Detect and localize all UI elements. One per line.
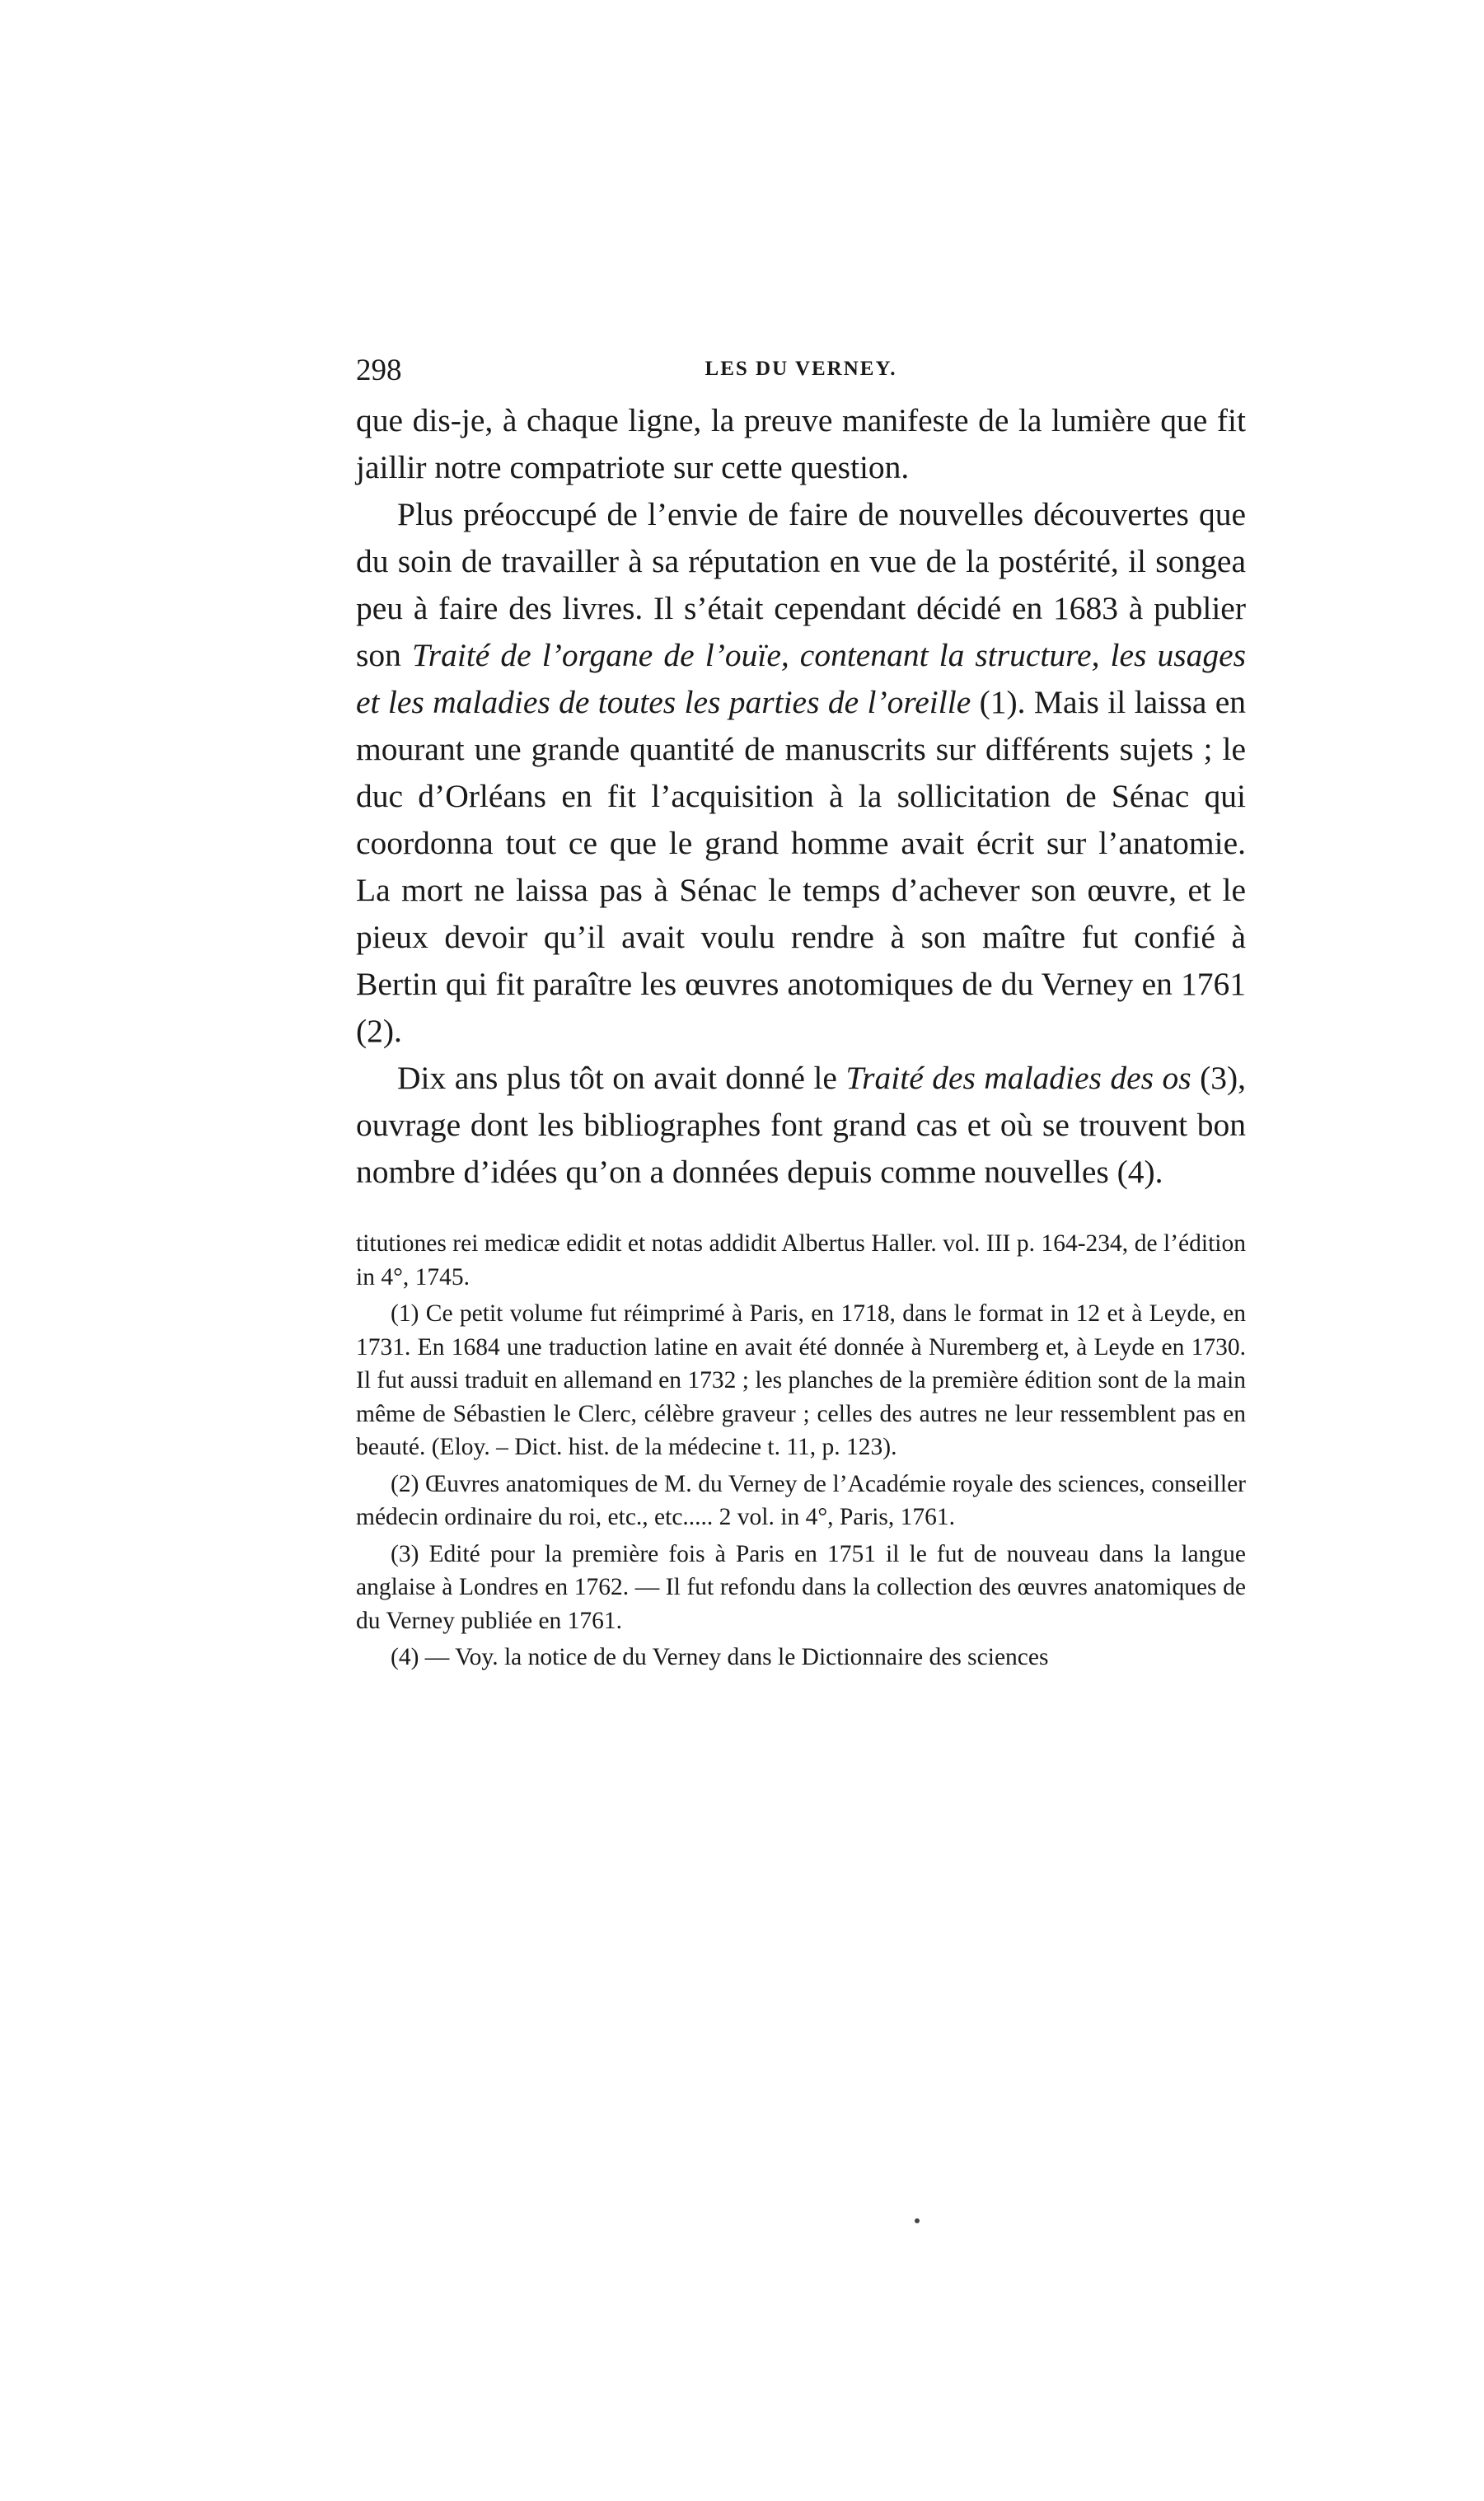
footnote-2: (2) Œuvres anatomiques de M. du Verney de l’Académie royale des sciences, conseiller médecin ordinaire du roi, etc., etc..... 2 vol. in 4°, Paris, 1761. xyxy=(356,1470,1246,1530)
paragraph-2-text-a: Plus préoccupé de l’envie de faire de nouvelles découvertes que du soin de travailler à sa réputation en vue de la postérité, il songea peu à faire des livres. Il s’était cependant décidé en 1683 à publier son xyxy=(356,496,1246,673)
footnote-continuation: titutiones rei medicæ edidit et notas addidit Albertus Haller. vol. III p. 164-234, de l’édition in 4°, 1745. xyxy=(356,1230,1246,1290)
paragraph-3-book-title: Traité des maladies des os xyxy=(845,1060,1191,1096)
footnotes xyxy=(356,1227,1246,1674)
running-title: LES DU VERNEY. xyxy=(705,358,897,380)
paragraph-3-text-b: (3), ouvrage dont les bibliographes font grand cas et où se trouvent bon nombre d’idées qu’on a données depuis comme nouvelles (4). xyxy=(356,1060,1247,1190)
paragraph-3-text-a: Dix ans plus tôt on avait donné le xyxy=(397,1060,846,1096)
footnote-4: (4) — Voy. la notice de du Verney dans le Dictionnaire des sciences xyxy=(391,1644,1049,1670)
book-page xyxy=(356,346,1246,1678)
paragraph-1-text: que dis-je, à chaque ligne, la preuve manifeste de la lumière que fit jaillir notre compatriote sur cette question. xyxy=(356,402,1246,485)
paragraph-1 xyxy=(356,397,1246,491)
paragraph-2-book-title: Traité de l’organe de l’ouïe, contenant la structure, les usages et les maladies de toutes les parties de l’oreille xyxy=(356,637,1246,720)
body-text xyxy=(356,397,1246,1196)
page-number: 298 xyxy=(356,354,402,387)
paper-speck xyxy=(915,2218,920,2223)
footnote-1: (1) Ce petit volume fut réimprimé à Paris, en 1718, dans le format in 12 et à Leyde, en 1731. En 1684 une traduction latine en avait été donnée à Nuremberg et, à Leyde en 1730. Il fut aussi traduit en allemand en 1732 ; les planches de la première édition sont de la main même de Sébastien le Clerc, célèbre graveur ; celles des autres ne leur ressemblent pas en beauté. (Eloy. – Dict. hist. de la médecine t. 11, p. 123). xyxy=(356,1300,1246,1460)
running-head xyxy=(356,346,1246,397)
paragraph-3 xyxy=(356,1055,1246,1196)
paragraph-2 xyxy=(356,491,1246,1055)
paragraph-2-text-b: (1). Mais il laissa en mourant une grande quantité de manuscrits sur différents sujets ; le duc d’Orléans en fit l’acquisition à la sollicitation de Sénac qui coordonna tout ce que le grand homme avait écrit sur l’anatomie. La mort ne laissa pas à Sénac le temps d’achever son œuvre, et le pieux devoir qu’il avait voulu rendre à son maître fut confié à Bertin qui fit paraître les œuvres anotomiques de du Verney en 1761 (2). xyxy=(356,684,1247,1049)
footnote-3: (3) Edité pour la première fois à Paris en 1751 il le fut de nouveau dans la langue anglaise à Londres en 1762. — Il fut refondu dans la collection des œuvres anatomiques de du Verney publiée en 1761. xyxy=(356,1540,1246,1634)
